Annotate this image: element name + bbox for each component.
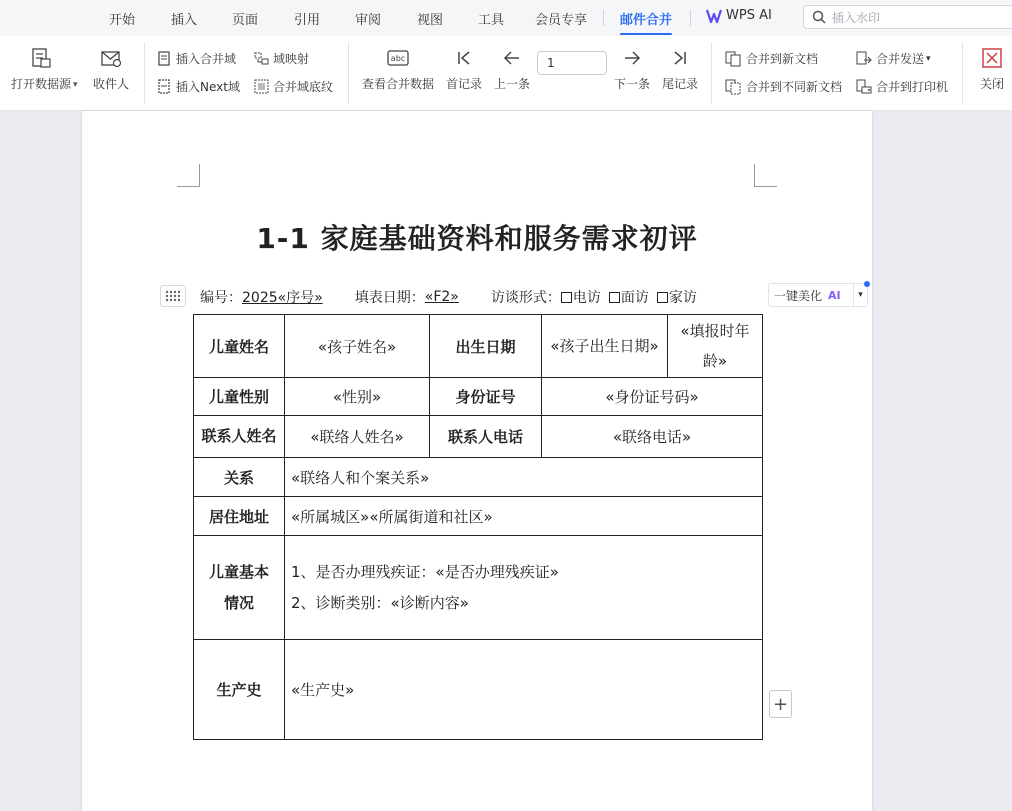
merge-field-icon	[157, 51, 172, 66]
prev-record-button[interactable]	[494, 47, 530, 92]
table-cell[interactable]: «填报时年龄»	[668, 315, 763, 378]
first-record-button[interactable]	[446, 47, 482, 92]
table-cell[interactable]: «身份证号码»	[542, 378, 763, 416]
document-page	[82, 111, 872, 811]
date-label: 填表日期：	[354, 290, 425, 306]
first-record-label: 首记录	[446, 77, 483, 91]
add-row-button[interactable]	[769, 690, 792, 718]
next-field-icon	[157, 79, 172, 94]
merge-new-doc-button[interactable]	[725, 50, 818, 67]
tab-page[interactable]: 页面	[232, 13, 259, 28]
next-record-label: 下一条	[614, 77, 651, 91]
table-cell[interactable]: 居住地址	[194, 497, 285, 536]
table-cell[interactable]: 身份证号	[430, 378, 542, 416]
table-row	[194, 458, 763, 497]
datasource-icon	[30, 47, 52, 69]
tab-member[interactable]: 会员专享	[535, 13, 588, 28]
merge-diff-docs-button[interactable]	[725, 78, 842, 95]
merge-send-button[interactable]	[856, 50, 931, 67]
table-cell[interactable]: «孩子姓名»	[285, 315, 430, 378]
wps-ai-button[interactable]	[706, 8, 772, 23]
tab-divider	[690, 10, 691, 26]
table-row	[194, 378, 763, 416]
table-cell[interactable]: 出生日期	[430, 315, 542, 378]
phone-checkbox[interactable]	[561, 292, 572, 303]
table-cell[interactable]: 联系人电话	[430, 416, 542, 458]
table-cell[interactable]: «孩子出生日期»	[542, 315, 668, 378]
basic-info-line: 1、是否办理残疾证：«是否办理残疾证»	[291, 562, 559, 581]
field-mapping-button[interactable]	[254, 50, 309, 67]
merge-diff-docs-label: 合并到不同新文档	[746, 80, 843, 94]
printer-icon	[856, 79, 872, 95]
record-number-input[interactable]: 1	[537, 51, 607, 75]
beautify-button[interactable]	[768, 283, 868, 307]
chevron-down-icon[interactable]: ▾	[73, 80, 78, 90]
table-row	[194, 416, 763, 458]
toolbar-divider	[348, 42, 349, 104]
table-cell[interactable]: «性别»	[285, 378, 430, 416]
view-merged-data-label: 查看合并数据	[362, 77, 435, 91]
open-datasource-button[interactable]	[11, 47, 71, 92]
close-label: 关闭	[980, 77, 1005, 91]
table-row	[194, 315, 763, 378]
next-record-button[interactable]	[614, 47, 650, 92]
chevron-down-icon[interactable]: ▾	[926, 53, 931, 64]
table-cell[interactable]: 儿童性别	[194, 378, 285, 416]
close-icon	[981, 47, 1003, 69]
table-cell[interactable]: «所属城区»«所属街道和社区»	[285, 497, 763, 536]
merge-send-icon	[856, 51, 872, 67]
table-cell[interactable]: 联系人姓名	[194, 416, 285, 458]
drag-handle-icon	[165, 290, 181, 302]
shading-icon	[254, 79, 269, 94]
table-row	[194, 640, 763, 740]
merge-send-label: 合并发送	[876, 52, 925, 66]
home-checkbox[interactable]	[657, 292, 668, 303]
wps-ai-icon	[706, 9, 722, 23]
prev-record-label: 上一条	[494, 77, 531, 91]
tab-review[interactable]: 审阅	[355, 13, 382, 28]
table-row	[194, 497, 763, 536]
table-cell[interactable]: «联络人和个案关系»	[285, 458, 763, 497]
table-cell[interactable]: «联络电话»	[542, 416, 763, 458]
view-merged-data-button[interactable]	[362, 47, 434, 92]
date-value[interactable]: «F2»	[424, 289, 459, 305]
tab-insert[interactable]: 插入	[171, 13, 198, 28]
insert-next-field-label: 插入Next域	[176, 80, 240, 94]
beautify-ai-badge: AI	[828, 288, 841, 302]
search-input[interactable]	[803, 5, 1012, 29]
crop-mark	[754, 164, 777, 187]
tab-references[interactable]: 引用	[294, 13, 321, 28]
number-label: 编号：	[200, 290, 242, 306]
open-datasource-label: 打开数据源	[11, 77, 72, 91]
face-checkbox[interactable]	[609, 292, 620, 303]
field-mapping-label: 域映射	[273, 52, 310, 66]
interview-label: 访谈形式：	[490, 290, 561, 306]
table-cell[interactable]: 儿童姓名	[194, 315, 285, 378]
basic-info-line: 2、诊断类别：«诊断内容»	[291, 593, 469, 612]
recipients-label: 收件人	[93, 77, 130, 91]
tab-divider	[603, 10, 604, 26]
view-data-icon	[386, 47, 410, 69]
merge-new-doc-label: 合并到新文档	[746, 52, 819, 66]
tab-mail-merge[interactable]: 邮件合并	[620, 9, 672, 28]
beautify-label: 一键美化	[774, 288, 823, 303]
merge-printer-button[interactable]	[856, 78, 948, 95]
document-title[interactable]: 1-1 家庭基础资料和服务需求初评	[256, 222, 698, 255]
table-cell[interactable]	[285, 536, 763, 640]
table-drag-handle[interactable]	[160, 285, 186, 307]
search-placeholder: 插入水印	[832, 10, 881, 25]
table-cell[interactable]: 关系	[194, 458, 285, 497]
notification-dot	[864, 281, 870, 287]
tab-home[interactable]: 开始	[109, 13, 136, 28]
insert-merge-field-label: 插入合并域	[176, 52, 237, 66]
ribbon-tab-bar	[0, 0, 1012, 36]
tab-tools[interactable]: 工具	[478, 13, 505, 28]
option-phone: 电访	[572, 290, 601, 306]
merge-doc-icon	[725, 51, 742, 67]
recipients-icon	[100, 47, 122, 69]
document-canvas	[0, 111, 1012, 735]
merge-diff-docs-icon	[725, 79, 742, 95]
svg-text:abc: abc	[390, 54, 406, 63]
table-cell[interactable]: 生产史	[194, 640, 285, 740]
plus-icon: +	[772, 693, 789, 715]
last-record-icon	[669, 47, 691, 69]
merge-printer-label: 合并到打印机	[876, 80, 949, 94]
table-row	[194, 536, 763, 640]
last-record-label: 尾记录	[662, 77, 699, 91]
table-cell[interactable]: «生产史»	[285, 640, 763, 740]
chevron-down-icon[interactable]: ▾	[853, 284, 867, 306]
last-record-button[interactable]	[662, 47, 698, 92]
wps-ai-label: WPS AI	[726, 8, 772, 23]
close-button[interactable]	[980, 47, 1004, 92]
merge-field-shading-button[interactable]	[254, 78, 333, 95]
toolbar-divider	[711, 42, 712, 104]
insert-next-field-button[interactable]	[157, 78, 240, 95]
insert-merge-field-button[interactable]	[157, 50, 236, 67]
table-cell[interactable]: «联络人姓名»	[285, 416, 430, 458]
recipients-button[interactable]	[93, 47, 129, 92]
field-mapping-icon	[254, 51, 269, 66]
number-value[interactable]: 2025«序号»	[242, 290, 323, 306]
merge-field-shading-label: 合并域底纹	[273, 80, 334, 94]
arrow-right-icon	[621, 47, 643, 69]
search-icon	[812, 10, 826, 24]
tab-view[interactable]: 视图	[417, 13, 444, 28]
option-home: 家访	[668, 290, 697, 306]
option-face: 面访	[620, 290, 649, 306]
crop-mark	[177, 164, 200, 187]
toolbar-divider	[962, 42, 963, 104]
arrow-left-icon	[501, 47, 523, 69]
table-cell[interactable]: 儿童基本情况	[194, 536, 285, 640]
form-meta-row	[200, 287, 697, 307]
mail-merge-toolbar	[0, 36, 1012, 111]
first-record-icon	[453, 47, 475, 69]
info-table	[193, 314, 763, 740]
toolbar-divider	[144, 42, 145, 104]
